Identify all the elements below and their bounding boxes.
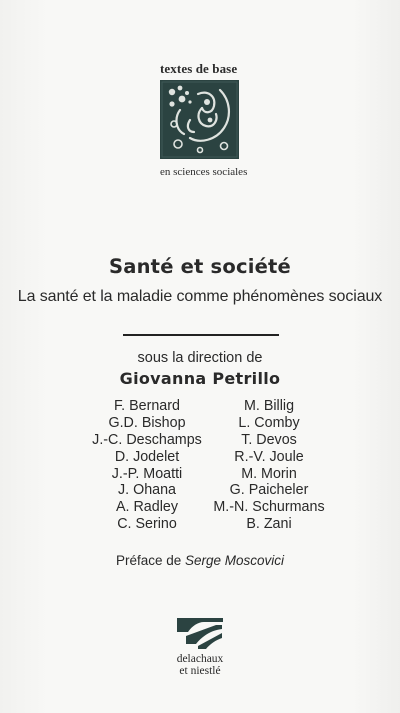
contributor-name: M.-N. Schurmans xyxy=(213,499,325,516)
contributor-name: A. Radley xyxy=(116,499,178,516)
series-label-bottom: en sciences sociales xyxy=(160,166,248,178)
book-subtitle: La santé et la maladie comme phénomènes sociaux xyxy=(17,288,383,305)
series-emblem-icon xyxy=(160,80,239,159)
contributor-name: M. Morin xyxy=(241,465,297,482)
contributor-name: M. Billig xyxy=(243,398,295,414)
divider xyxy=(123,334,279,336)
series-label-top: textes de base xyxy=(160,61,238,76)
contributor-name: D. Jodelet xyxy=(114,448,180,465)
contributor-name: J. Ohana xyxy=(117,482,177,499)
contributor-name: B. Zani xyxy=(246,516,292,533)
contributor-name: L. Comby xyxy=(238,414,300,431)
editor-name: Giovanna Petrillo xyxy=(119,369,281,388)
contributor-name: C. Serino xyxy=(117,516,177,533)
contributor-name: F. Bernard xyxy=(114,398,180,414)
preface-prefix: Préface de xyxy=(115,553,182,568)
preface-author: Serge Moscovici xyxy=(185,553,285,568)
publisher-name xyxy=(0,653,400,677)
direction-label: sous la direction de xyxy=(137,350,263,366)
contributor-name: G.D. Bishop xyxy=(108,414,186,431)
publisher-line-2: et niestlé xyxy=(179,665,221,677)
contributor-name: T. Devos xyxy=(241,431,297,448)
publisher-line-1: delachaux xyxy=(176,653,224,665)
contributors-right-column xyxy=(174,398,364,533)
contributor-name: R.-V. Joule xyxy=(234,448,304,465)
preface-line xyxy=(0,553,400,568)
contributor-name: J.-P. Moatti xyxy=(111,465,183,482)
contributor-name: G. Paicheler xyxy=(229,482,309,499)
contributor-name: J.-C. Deschamps xyxy=(92,431,202,448)
publisher-logo-icon xyxy=(176,616,224,650)
book-title: Santé et société xyxy=(109,255,291,278)
